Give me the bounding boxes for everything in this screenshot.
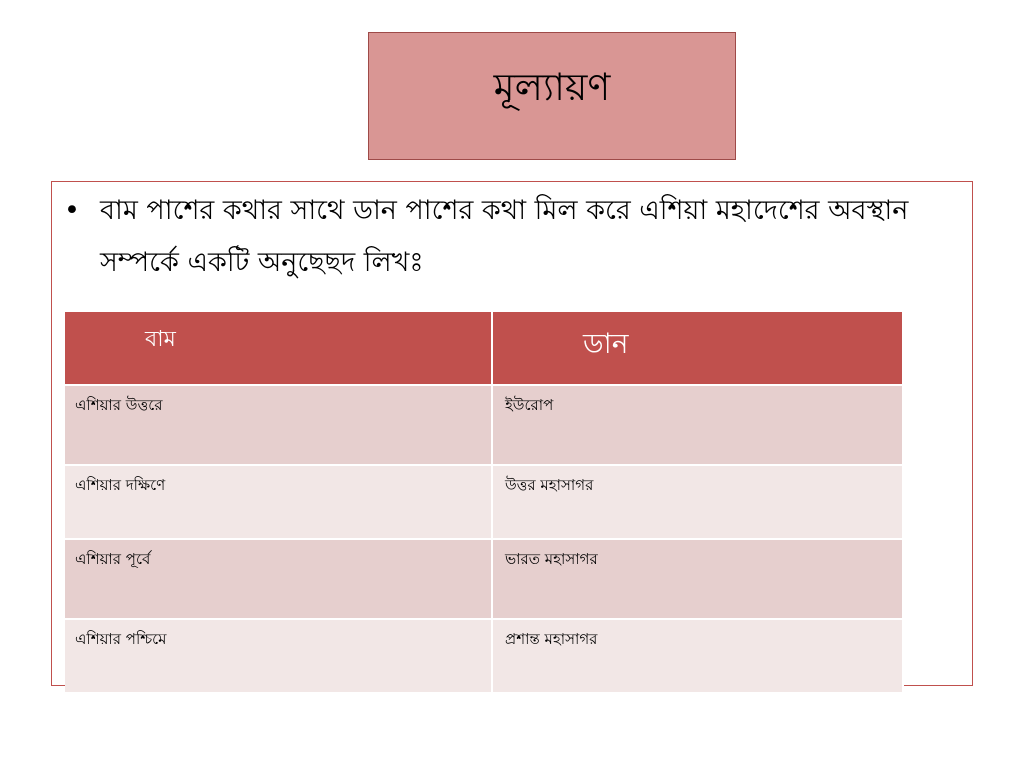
left-cell: এশিয়ার পূর্বে xyxy=(65,539,492,619)
right-cell: ইউরোপ xyxy=(492,385,903,465)
header-left-label: বাম xyxy=(145,327,176,352)
table-row xyxy=(65,465,903,539)
bullet-icon: • xyxy=(64,195,80,226)
title-box xyxy=(368,32,736,160)
table-header-row xyxy=(65,312,903,385)
table-row xyxy=(65,385,903,465)
table-row xyxy=(65,539,903,619)
prompt-paragraph xyxy=(64,185,964,289)
right-cell: প্রশান্ত মহাসাগর xyxy=(492,619,903,692)
right-cell: উত্তর মহাসাগর xyxy=(492,465,903,539)
prompt-text: বাম পাশের কথার সাথে ডান পাশের কথা মিল করে এশিয়া মহাদেশের অবস্থান সম্পর্কে একটি অনুছেছদ লিখঃ xyxy=(100,195,909,278)
header-right xyxy=(492,312,903,385)
table-row xyxy=(65,619,903,692)
left-cell: এশিয়ার দক্ষিণে xyxy=(65,465,492,539)
header-right-label: ডান xyxy=(583,327,629,360)
matching-table xyxy=(65,312,904,692)
right-cell: ভারত মহাসাগর xyxy=(492,539,903,619)
slide-title: মূল্যায়ণ xyxy=(493,65,611,109)
left-cell: এশিয়ার উত্তরে xyxy=(65,385,492,465)
left-cell: এশিয়ার পশ্চিমে xyxy=(65,619,492,692)
header-left xyxy=(65,312,492,385)
